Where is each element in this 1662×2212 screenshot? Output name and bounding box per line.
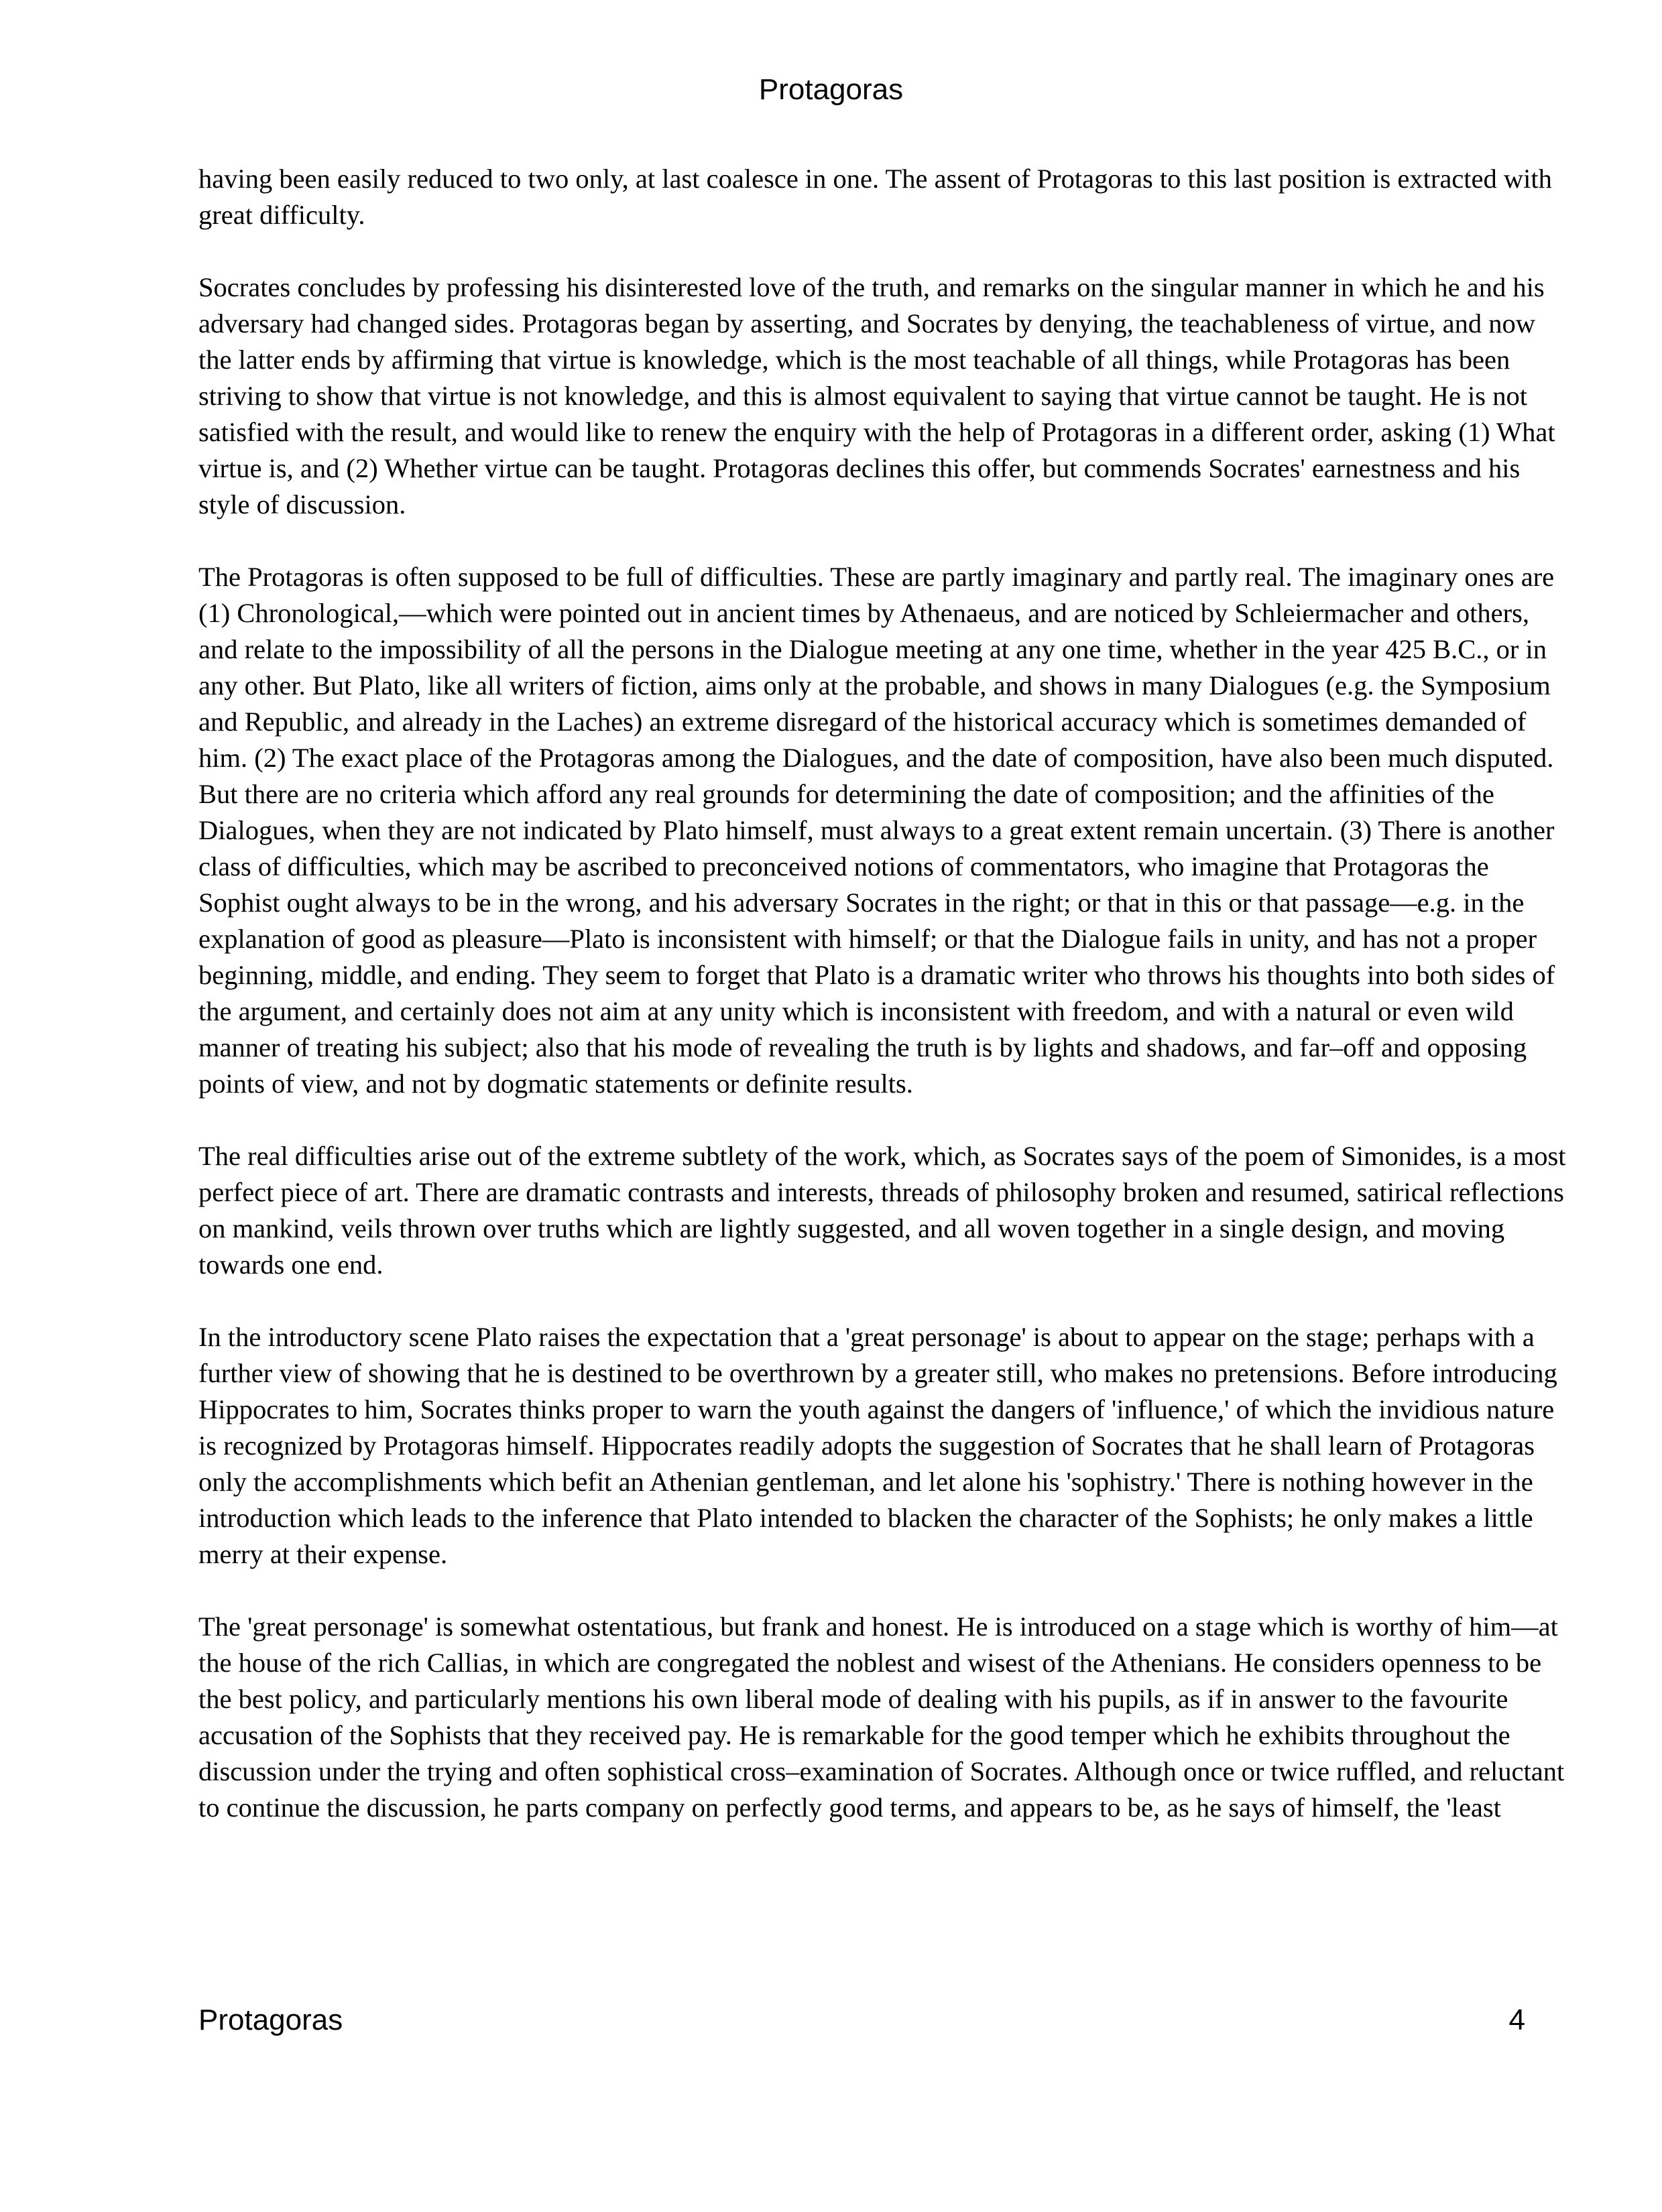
footer-title: Protagoras <box>198 2004 343 2036</box>
paragraph: In the introductory scene Plato raises the expectation that a 'great personage' is about to appear on the stage; perhaps with a further view of showing that he is destined to be overthrown by a greater still, who makes no pretensions. Before introducing Hippocrates to him, Socrates thinks proper to warn the youth against the dangers of 'influence,' of which the invidious nature is recognized by Protagoras himself. Hippocrates readily adopts the suggestion of Socrates that he shall learn of Protagoras only the accomplishments which befit an Athenian gentleman, and let alone his 'sophistry.' There is nothing however in the introduction which leads to the inference that Plato intended to blacken the character of the Sophists; he only makes a little merry at their expense. <box>198 1322 1557 1569</box>
paragraph: The real difficulties arise out of the extreme subtlety of the work, which, as Socrates says of the poem of Simonides, is a most perfect piece of art. There are dramatic contrasts and interests, threads of philosophy broken and resumed, satirical reflections on mankind, veils thrown over truths which are lightly suggested, and all woven together in a single design, and moving towards one end. <box>198 1141 1566 1280</box>
page-number: 4 <box>1508 2004 1525 2036</box>
paragraph: The 'great personage' is somewhat ostentatious, but frank and honest. He is introduced on a stage which is worthy of him––at the house of the rich Callias, in which are congregated the noblest and wisest of the Athenians. He considers openness to be the best policy, and particularly mentions his own liberal mode of dealing with his pupils, as if in answer to the favourite accusation of the Sophists that they received pay. He is remarkable for the good temper which he exhibits throughout the discussion under the trying and often sophistical cross–examination of Socrates. Although once or twice ruffled, and reluctant to continue the discussion, he parts company on perfectly good terms, and appears to be, as he says of himself, the 'least <box>198 1611 1565 1823</box>
running-header: Protagoras <box>758 73 904 106</box>
paragraph: having been easily reduced to two only, at last coalesce in one. The assent of Protagoras to this last position is extracted with great difficulty. <box>198 164 1552 230</box>
paragraph: The Protagoras is often supposed to be full of difficulties. These are partly imaginary and partly real. The imaginary ones are (1) Chronological,––which were pointed out in ancient times by Athenaeus, and are noticed by Schleiermacher and others, and relate to the impossibility of all the persons in the Dialogue meeting at any one time, whether in the year 425 B.C., or in any other. But Plato, like all writers of fiction, aims only at the probable, and shows in many Dialogues (e.g. the Symposium and Republic, and already in the Laches) an extreme disregard of the historical accuracy which is sometimes demanded of him. (2) The exact place of the Protagoras among the Dialogues, and the date of composition, have also been much disputed. But there are no criteria which afford any real grounds for determining the date of composition; and the affinities of the Dialogues, when they are not indicated by Plato himself, must always to a great extent remain uncertain. (3) There is another class of difficulties, which may be ascribed to preconceived notions of commentators, who imagine that Protagoras the Sophist ought always to be in the wrong, and his adversary Socrates in the right; or that in this or that passage––e.g. in the explanation of good as pleasure––Plato is inconsistent with himself; or that the Dialogue fails in unity, and has not a proper beginning, middle, and ending. They seem to forget that Plato is a dramatic writer who throws his thoughts into both sides of the argument, and certainly does not aim at any unity which is inconsistent with freedom, and with a natural or even wild manner of treating his subject; also that his mode of revealing the truth is by lights and shadows, and far–off and opposing points of view, and not by dogmatic statements or definite results. <box>198 562 1555 1099</box>
paragraph: Socrates concludes by professing his disinterested love of the truth, and remarks on the singular manner in which he and his adversary had changed sides. Protagoras began by asserting, and Socrates by denying, the teachableness of virtue, and now the latter ends by affirming that virtue is knowledge, which is the most teachable of all things, while Protagoras has been striving to show that virtue is not knowledge, and this is almost equivalent to saying that virtue cannot be taught. He is not satisfied with the result, and would like to renew the enquiry with the help of Protagoras in a different order, asking (1) What virtue is, and (2) Whether virtue can be taught. Protagoras declines this offer, but commends Socrates' earnestness and his style of discussion. <box>198 272 1555 519</box>
body-text <box>198 161 1566 1826</box>
